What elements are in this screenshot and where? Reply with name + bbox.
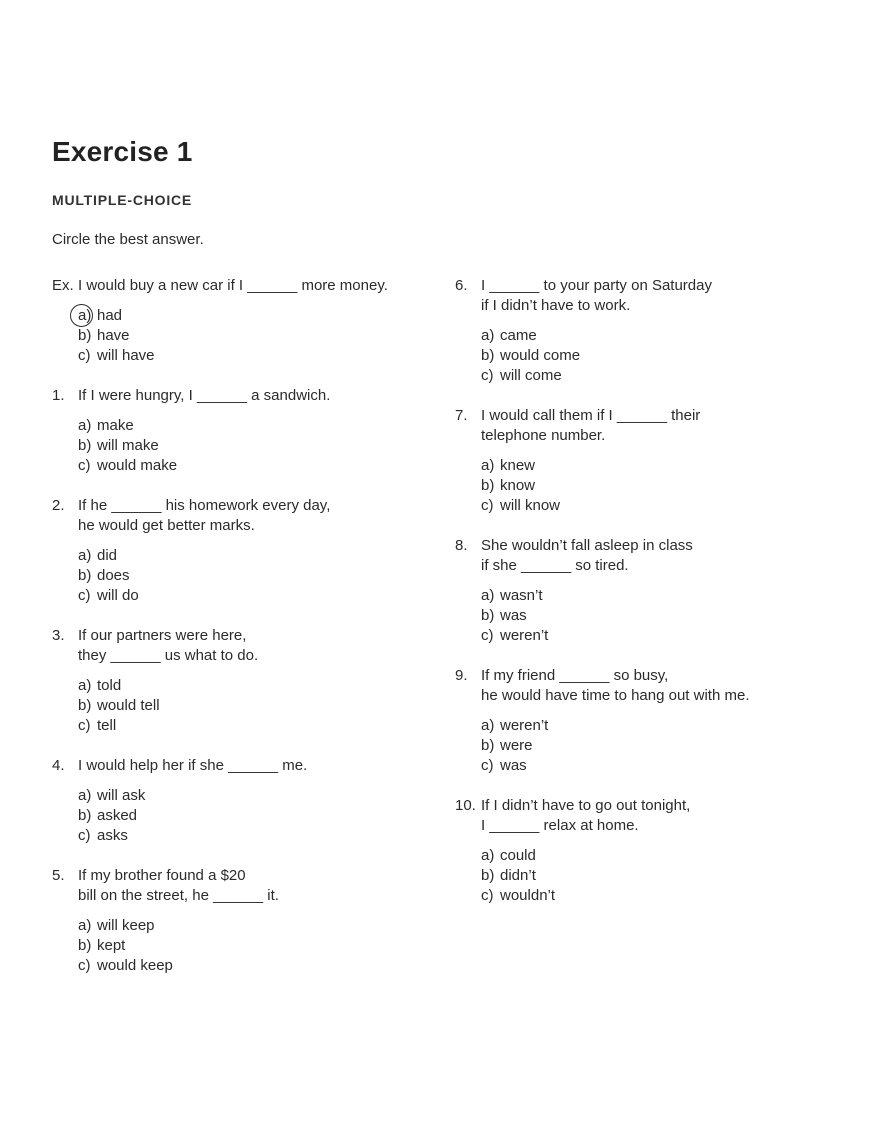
- option-text: weren’t: [500, 627, 549, 644]
- answer-option[interactable]: [78, 786, 432, 806]
- answer-option[interactable]: [481, 846, 835, 866]
- question-stem: I would call them if I ______ their telephone number.: [481, 407, 701, 444]
- option-text: have: [97, 327, 130, 344]
- answer-options: [481, 846, 835, 906]
- answer-options: [78, 306, 432, 366]
- option-text: will make: [97, 437, 159, 454]
- answer-option[interactable]: [78, 326, 432, 346]
- answer-option[interactable]: [78, 566, 432, 586]
- question-stem: She wouldn’t fall asleep in class if she ______ so tired.: [481, 537, 693, 574]
- question-number: 2.: [52, 497, 65, 514]
- answer-options: [481, 716, 835, 776]
- answer-option[interactable]: [481, 326, 835, 346]
- option-letter: a): [481, 327, 495, 344]
- option-letter: c): [481, 627, 494, 644]
- question-item: [455, 536, 835, 646]
- option-text: would keep: [97, 957, 173, 974]
- answer-option[interactable]: [78, 676, 432, 696]
- question-item: [455, 796, 835, 906]
- option-letter: c): [481, 367, 494, 384]
- answer-option[interactable]: [481, 586, 835, 606]
- option-letter: a): [481, 717, 495, 734]
- question-item: [52, 496, 432, 606]
- question-number: 10.: [455, 797, 476, 814]
- question-item: [455, 406, 835, 516]
- question-number: 6.: [455, 277, 468, 294]
- answer-options: [78, 676, 432, 736]
- option-text: weren’t: [500, 717, 549, 734]
- answer-option[interactable]: [481, 476, 835, 496]
- option-letter: b): [481, 347, 495, 364]
- option-text: will have: [97, 347, 155, 364]
- option-text: told: [97, 677, 122, 694]
- answer-option-circled[interactable]: [78, 306, 432, 326]
- option-text: would come: [500, 347, 581, 364]
- answer-option[interactable]: [78, 586, 432, 606]
- question-stem: If our partners were here, they ______ us what to do.: [78, 627, 259, 664]
- option-text: will ask: [97, 787, 146, 804]
- option-letter: a): [78, 677, 92, 694]
- option-letter: c): [78, 347, 91, 364]
- answer-options: [481, 326, 835, 386]
- option-letter: c): [481, 887, 494, 904]
- option-text: does: [97, 567, 130, 584]
- answer-options: [78, 546, 432, 606]
- option-letter: a): [78, 547, 92, 564]
- option-text: will keep: [97, 917, 155, 934]
- option-letter: b): [78, 937, 92, 954]
- exercise-instruction: Circle the best answer.: [52, 231, 204, 248]
- answer-option[interactable]: [481, 366, 835, 386]
- answer-option[interactable]: [481, 626, 835, 646]
- option-letter: a): [78, 417, 92, 434]
- option-text: will come: [500, 367, 562, 384]
- question-item: [455, 666, 835, 776]
- exercise-title: Exercise 1: [52, 136, 193, 167]
- question-stem: I would buy a new car if I ______ more money.: [78, 277, 388, 294]
- option-text: were: [500, 737, 533, 754]
- option-text: could: [500, 847, 536, 864]
- answer-option[interactable]: [78, 346, 432, 366]
- answer-options: [78, 786, 432, 846]
- option-letter: b): [78, 807, 92, 824]
- answer-option[interactable]: [78, 936, 432, 956]
- option-text: would make: [97, 457, 178, 474]
- question-number: 8.: [455, 537, 468, 554]
- option-letter: a): [481, 457, 495, 474]
- answer-option[interactable]: [481, 496, 835, 516]
- question-item: [52, 866, 432, 976]
- question-number: 7.: [455, 407, 468, 424]
- question-number: 1.: [52, 387, 65, 404]
- option-text: didn’t: [500, 867, 536, 884]
- answer-option[interactable]: [78, 956, 432, 976]
- answer-option[interactable]: [78, 416, 432, 436]
- answer-options: [78, 416, 432, 476]
- answer-option[interactable]: [78, 826, 432, 846]
- question-stem: If my friend ______ so busy, he would have time to hang out with me.: [481, 667, 750, 704]
- question-item: [52, 756, 432, 846]
- answer-option[interactable]: [78, 916, 432, 936]
- option-letter: c): [78, 717, 91, 734]
- question-stem: If he ______ his homework every day, he would get better marks.: [78, 497, 331, 534]
- question-number: 9.: [455, 667, 468, 684]
- option-letter: b): [481, 477, 495, 494]
- answer-option[interactable]: [481, 456, 835, 476]
- option-text: tell: [97, 717, 117, 734]
- option-letter: b): [481, 867, 495, 884]
- option-letter: b): [481, 737, 495, 754]
- option-text: wasn’t: [500, 587, 543, 604]
- option-letter: c): [78, 457, 91, 474]
- question-item: [52, 626, 432, 736]
- right-question-column: [455, 276, 835, 926]
- option-letter: b): [78, 437, 92, 454]
- option-letter: b): [78, 567, 92, 584]
- answer-option[interactable]: [78, 806, 432, 826]
- option-text: asked: [97, 807, 138, 824]
- answer-option[interactable]: [481, 606, 835, 626]
- answer-option[interactable]: [78, 696, 432, 716]
- question-stem: If my brother found a $20 bill on the street, he ______ it.: [78, 867, 279, 904]
- option-letter: c): [78, 827, 91, 844]
- option-text: came: [500, 327, 537, 344]
- exercise-subtitle: MULTIPLE-CHOICE: [52, 192, 193, 208]
- question-number: 5.: [52, 867, 65, 884]
- answer-option[interactable]: [78, 456, 432, 476]
- answer-option[interactable]: [481, 756, 835, 776]
- question-item: [52, 386, 432, 476]
- answer-option[interactable]: [481, 736, 835, 756]
- answer-option[interactable]: [78, 436, 432, 456]
- question-stem: I would help her if she ______ me.: [78, 757, 308, 774]
- answer-option[interactable]: [78, 716, 432, 736]
- answer-options: [78, 916, 432, 976]
- option-letter: c): [481, 497, 494, 514]
- option-text: knew: [500, 457, 536, 474]
- question-stem: If I were hungry, I ______ a sandwich.: [78, 387, 331, 404]
- option-text: had: [97, 307, 123, 324]
- left-question-column: [52, 276, 432, 996]
- option-text: was: [500, 757, 527, 774]
- option-text: was: [500, 607, 527, 624]
- option-letter: b): [78, 697, 92, 714]
- option-text: make: [97, 417, 134, 434]
- option-letter: c): [481, 757, 494, 774]
- option-text: asks: [97, 827, 128, 844]
- answer-option[interactable]: [481, 886, 835, 906]
- question-item: [455, 276, 835, 386]
- answer-option[interactable]: [481, 716, 835, 736]
- option-letter: b): [481, 607, 495, 624]
- answer-options: [481, 586, 835, 646]
- answer-options: [481, 456, 835, 516]
- option-letter: a): [78, 917, 92, 934]
- option-text: wouldn’t: [500, 887, 556, 904]
- question-number: Ex.: [52, 277, 74, 294]
- option-letter: a): [481, 587, 495, 604]
- question-number: 3.: [52, 627, 65, 644]
- option-text: kept: [97, 937, 126, 954]
- option-text: would tell: [97, 697, 160, 714]
- option-letter: a): [78, 306, 97, 326]
- answer-option[interactable]: [78, 546, 432, 566]
- answer-option[interactable]: [481, 346, 835, 366]
- option-text: will do: [97, 587, 139, 604]
- option-letter: c): [78, 957, 91, 974]
- question-item: [52, 276, 432, 366]
- answer-option[interactable]: [481, 866, 835, 886]
- option-letter: a): [481, 847, 495, 864]
- option-text: did: [97, 547, 118, 564]
- option-letter: a): [78, 787, 92, 804]
- question-stem: If I didn’t have to go out tonight, I ______ relax at home.: [481, 797, 691, 834]
- option-text: know: [500, 477, 536, 494]
- option-letter: c): [78, 587, 91, 604]
- option-text: will know: [500, 497, 561, 514]
- question-number: 4.: [52, 757, 65, 774]
- option-letter: b): [78, 327, 92, 344]
- question-stem: I ______ to your party on Saturday if I didn’t have to work.: [481, 277, 712, 314]
